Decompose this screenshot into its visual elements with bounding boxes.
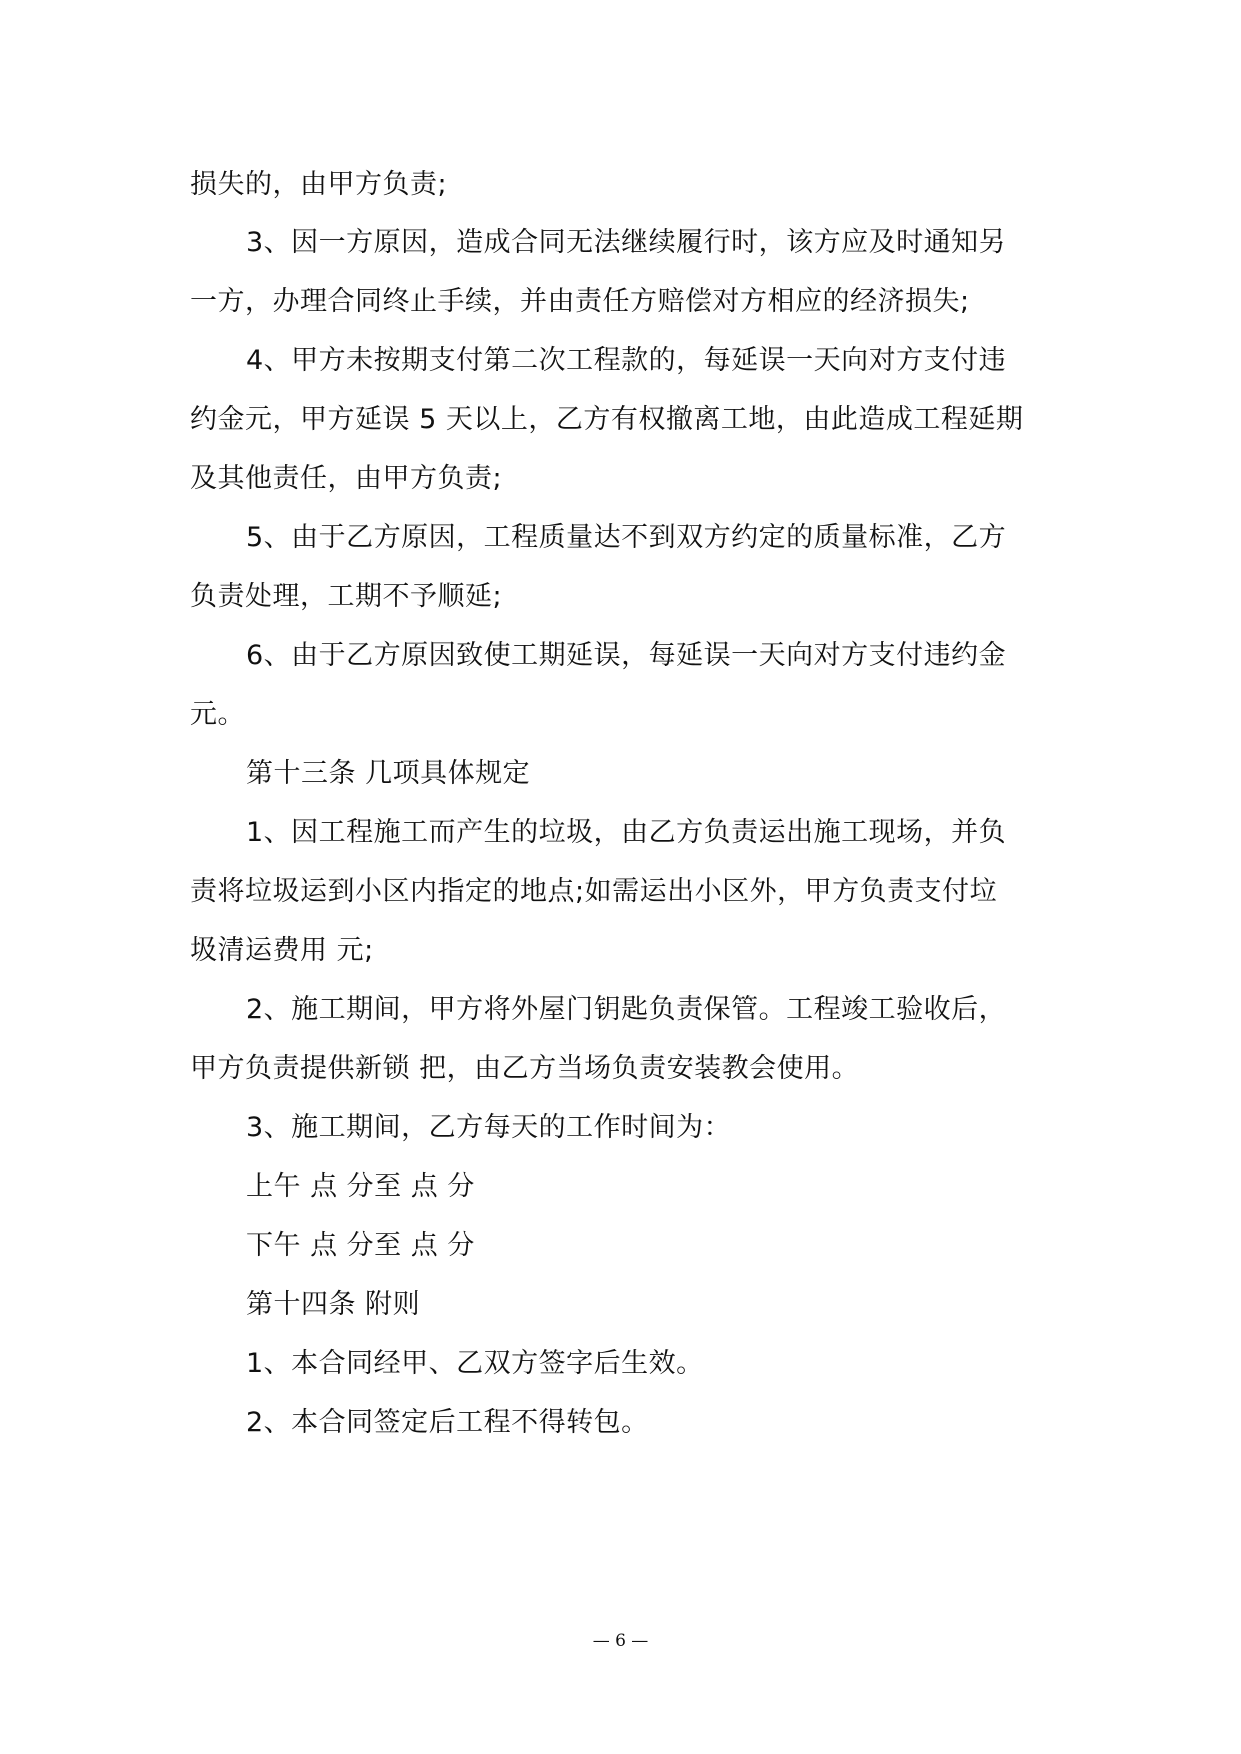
text-line: 2、施工期间，甲方将外屋门钥匙负责保管。工程竣工验收后， <box>246 994 1007 1025</box>
text-line: 3、施工期间，乙方每天的工作时间为： <box>246 1112 732 1143</box>
text-line: 3、因一方原因，造成合同无法继续履行时，该方应及时通知另 <box>246 227 1007 258</box>
text-line: 1、因工程施工而产生的垃圾，由乙方负责运出施工现场，并负 <box>246 817 1007 848</box>
text-line: 1、本合同经甲、乙双方签字后生效。 <box>246 1348 704 1379</box>
text-line: 下午 点 分至 点 分 <box>246 1230 475 1261</box>
text-line: 圾清运费用 元; <box>190 935 374 966</box>
text-line: 元。 <box>190 699 245 730</box>
text-line: 一方，办理合同终止手续，并由责任方赔偿对方相应的经济损失; <box>190 286 970 317</box>
text-line: 损失的，由甲方负责; <box>190 169 448 200</box>
text-line: 及其他责任，由甲方负责; <box>190 463 503 494</box>
text-line: 甲方负责提供新锁 把，由乙方当场负责安装教会使用。 <box>190 1053 860 1084</box>
text-line: 4、甲方未按期支付第二次工程款的，每延误一天向对方支付违 <box>246 345 1007 376</box>
section-heading: 第十四条 附则 <box>246 1289 421 1320</box>
text-line: 2、本合同签定后工程不得转包。 <box>246 1407 649 1438</box>
text-line: 5、由于乙方原因，工程质量达不到双方约定的质量标准，乙方 <box>246 522 1007 553</box>
text-line: 6、由于乙方原因致使工期延误，每延误一天向对方支付违约金 <box>246 640 1007 671</box>
page-number: — 6 — <box>592 1631 649 1651</box>
text-line: 责将垃圾运到小区内指定的地点;如需运出小区外，甲方负责支付垃 <box>190 876 998 907</box>
text-line: 约金元，甲方延误 5 天以上，乙方有权撤离工地，由此造成工程延期 <box>190 404 1024 435</box>
text-line: 上午 点 分至 点 分 <box>246 1171 475 1202</box>
section-heading: 第十三条 几项具体规定 <box>246 758 531 789</box>
text-line: 负责处理，工期不予顺延; <box>190 581 503 612</box>
